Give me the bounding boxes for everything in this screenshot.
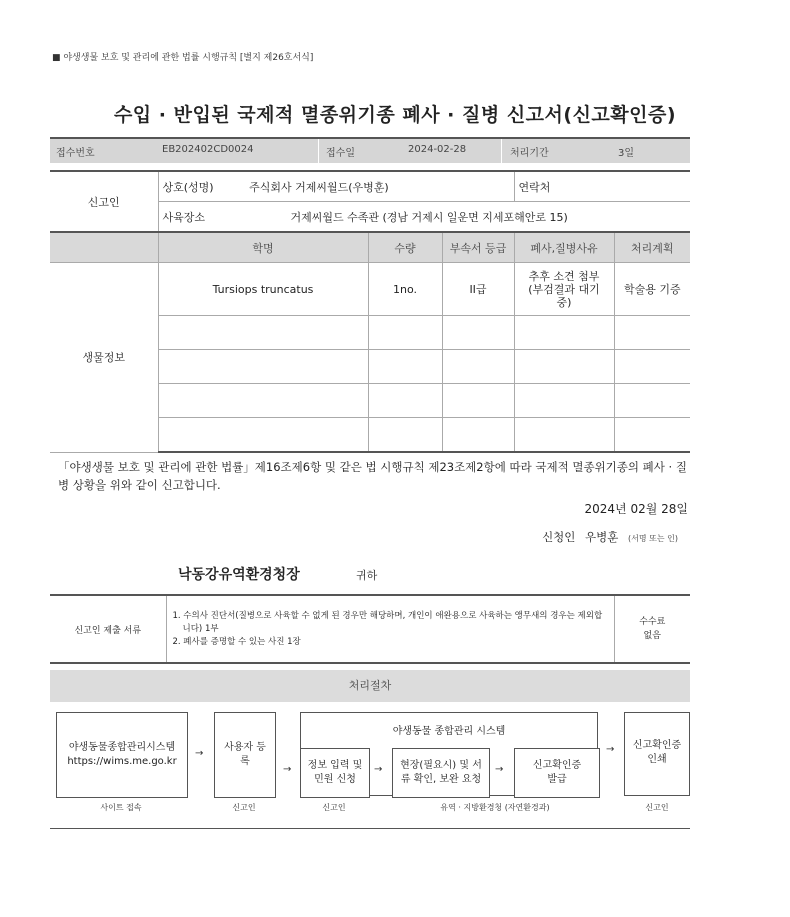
reporter-name-cell xyxy=(158,171,514,202)
report-table xyxy=(50,170,690,453)
arrow-icon: → xyxy=(195,748,204,759)
species-reason: 추후 소견 첨부(부검결과 대기중) xyxy=(514,263,614,316)
species-quantity: 1no. xyxy=(368,263,442,316)
period-value: 3일 xyxy=(618,148,635,159)
caption-reporter: 신고인 xyxy=(645,803,669,812)
fee-value: 없음 xyxy=(643,631,661,641)
recipient-suffix: 귀하 xyxy=(356,569,378,582)
fee-label: 수수료 xyxy=(639,617,666,627)
contact-cell xyxy=(514,171,690,202)
place-cell xyxy=(158,202,690,233)
recipient-name: 낙동강유역환경청장 xyxy=(178,567,300,583)
arrow-icon: → xyxy=(495,764,504,775)
step-website: 야생동물종합관리시스템 https://wims.me.go.kr xyxy=(56,712,188,798)
document-title: 수입 · 반입된 국제적 멸종위기종 폐사 · 질병 신고서(신고확인증) xyxy=(113,104,677,126)
reporter-label: 신고인 xyxy=(50,171,158,232)
procedure-title: 처리절차 xyxy=(50,670,690,702)
submission-item-2: 2. 폐사를 증명할 수 있는 사진 1장 xyxy=(172,636,301,647)
species-appendix: II급 xyxy=(442,263,514,316)
receipt-number-label: 접수번호 xyxy=(56,148,95,159)
bio-header-blank xyxy=(50,232,158,263)
col-appendix: 부속서 등급 xyxy=(442,232,514,263)
form-reference: ■ 야생생물 보호 및 관리에 관한 법률 시행규칙 [별지 제26호서식] xyxy=(52,53,314,63)
signer-name: 우병훈 xyxy=(585,530,619,544)
fee-cell xyxy=(614,595,690,663)
step-review: 현장(필요시) 및 서류 확인, 보완 요청 xyxy=(392,748,490,798)
caption-reporter: 신고인 xyxy=(232,803,256,812)
receipt-date-label: 접수일 xyxy=(326,148,355,159)
submission-label: 신고인 제출 서류 xyxy=(50,595,166,663)
step-print: 신고확인증 인쇄 xyxy=(624,712,690,796)
step-issue: 신고확인증 발급 xyxy=(514,748,600,798)
declaration-text: 「야생생물 보호 및 관리에 관한 법률」제16조제6항 및 같은 법 시행규칙 제23조제2항에 따라 국제적 멸종위기종의 폐사 · 질병 상황을 위와 같이 신고합니다. xyxy=(58,460,687,492)
submission-table xyxy=(50,594,690,664)
receipt-number: EB202402CD0024 xyxy=(162,144,254,155)
application-date: 2024년 02월 28일 xyxy=(584,502,688,516)
caption-site: 사이트 접속 xyxy=(100,803,142,812)
species-name: Tursiops truncatus xyxy=(158,263,368,316)
step-input: 정보 입력 및 민원 신청 xyxy=(300,748,370,798)
receipt-date: 2024-02-28 xyxy=(408,144,467,155)
col-reason: 폐사,질병사유 xyxy=(514,232,614,263)
period-label: 처리기간 xyxy=(510,148,549,159)
place-label: 사육장소 xyxy=(162,210,206,224)
bottom-rule xyxy=(50,828,690,829)
signer-label: 신청인 xyxy=(542,530,576,544)
place-value: 거제씨월드 수족관 (경남 거제시 일운면 지세포해안로 15) xyxy=(290,210,568,224)
caption-reporter: 신고인 xyxy=(322,803,346,812)
system-container: 야생동물 종합관리 시스템 xyxy=(300,712,598,796)
bio-info-label: 생물정보 xyxy=(50,263,158,453)
submission-items xyxy=(166,595,614,663)
arrow-icon: → xyxy=(374,764,383,775)
arrow-icon: → xyxy=(283,764,292,775)
signer-line xyxy=(542,529,678,545)
submission-item-1: 1. 수의사 진단서(질병으로 사육할 수 없게 된 경우만 해당하며, 개인이 애완용으로 사육하는 앵무새의 경우는 제외합니다) 1부 xyxy=(172,610,603,634)
col-quantity: 수량 xyxy=(368,232,442,263)
receipt-bar xyxy=(50,137,690,163)
caption-office: 유역 · 지방환경청 (자연환경과) xyxy=(440,803,550,812)
reporter-name-label: 상호(성명) xyxy=(162,180,214,194)
signature-note: (서명 또는 인) xyxy=(628,534,678,543)
step-register: 사용자 등록 xyxy=(214,712,276,798)
col-scientific-name: 학명 xyxy=(158,232,368,263)
col-plan: 처리계획 xyxy=(614,232,690,263)
contact-label: 연락처 xyxy=(518,180,551,194)
reporter-name: 주식회사 거제씨월드(우병훈) xyxy=(249,180,389,194)
species-plan: 학술용 기증 xyxy=(614,263,690,316)
arrow-icon: → xyxy=(606,744,615,755)
